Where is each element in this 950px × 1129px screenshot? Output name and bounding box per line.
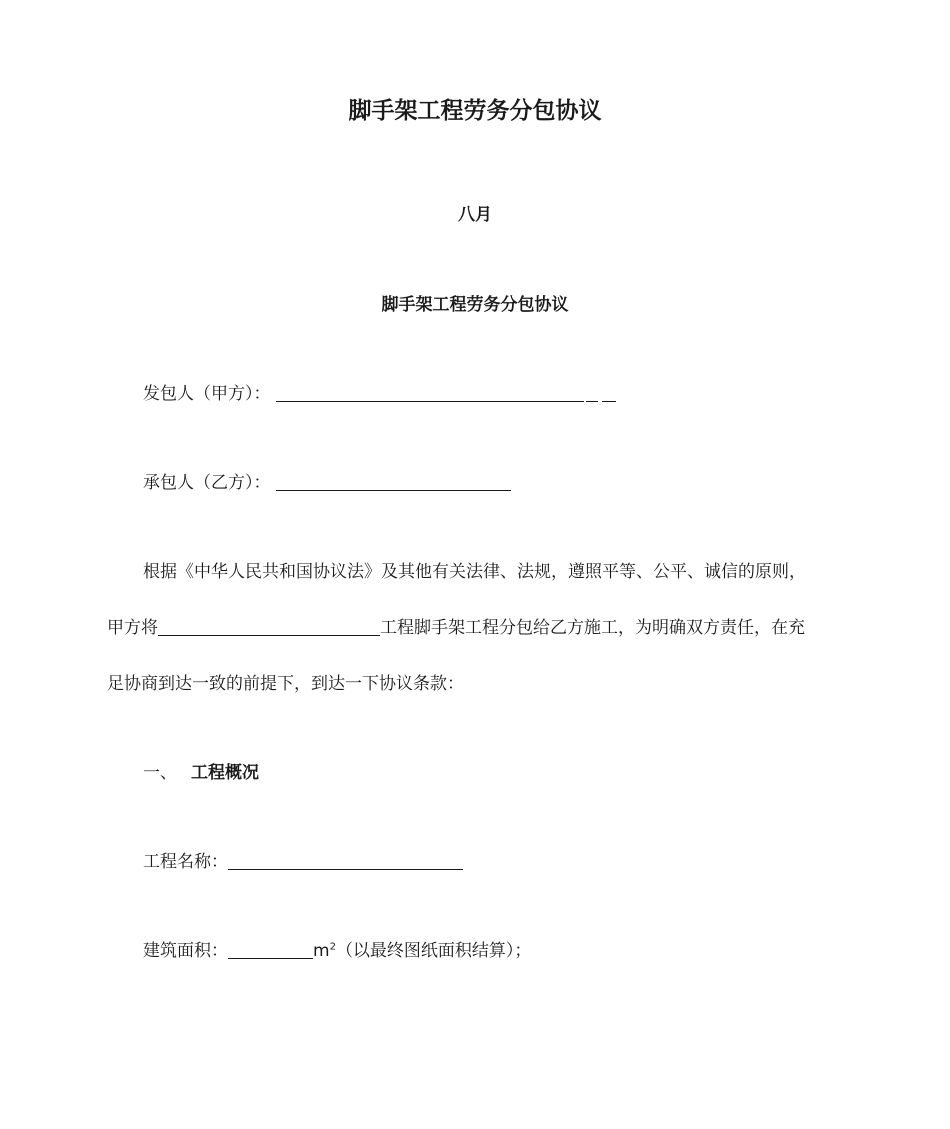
party-b-line <box>143 468 511 493</box>
party-a-blank <box>276 387 584 402</box>
party-b-label: 承包人（乙方）： <box>143 473 271 493</box>
document-title: 脚手架工程劳务分包协议 <box>348 98 602 124</box>
party-b-blank <box>276 476 511 491</box>
party-a-label: 发包人（甲方）： <box>143 384 271 404</box>
area-label: 建筑面积： <box>143 941 228 961</box>
project-name-label: 工程名称： <box>143 852 228 872</box>
intro-line-2-prefix: 甲方将 <box>107 618 158 638</box>
document-subtitle: 脚手架工程劳务分包协议 <box>381 295 569 315</box>
section-1-number: 一、 <box>143 763 177 783</box>
intro-line-1: 根据《中华人民共和国协议法》及其他有关法律、法规，遵照平等、公平、诚信的原则， <box>143 562 806 582</box>
area-unit: m <box>313 941 330 961</box>
party-a-blank-tail-2 <box>602 387 616 402</box>
project-blank <box>158 621 380 636</box>
project-name-line <box>143 847 463 872</box>
project-name-blank <box>228 855 463 870</box>
intro-line-3: 足协商到达一致的前提下，到达一下协议条款： <box>107 674 464 694</box>
intro-line-2-suffix: 工程脚手架工程分包给乙方施工，为明确双方责任，在充 <box>380 618 805 638</box>
section-1-heading <box>143 758 259 783</box>
area-note: （以最终图纸面积结算）； <box>335 941 532 961</box>
section-1-title: 工程概况 <box>191 763 259 783</box>
party-a-line <box>143 379 616 404</box>
document-month: 八月 <box>458 205 492 225</box>
intro-line-2 <box>107 613 805 638</box>
party-a-blank-tail-1 <box>586 387 598 402</box>
area-unit-sup: 2 <box>329 941 336 953</box>
area-blank <box>228 944 313 959</box>
area-line <box>143 936 531 961</box>
